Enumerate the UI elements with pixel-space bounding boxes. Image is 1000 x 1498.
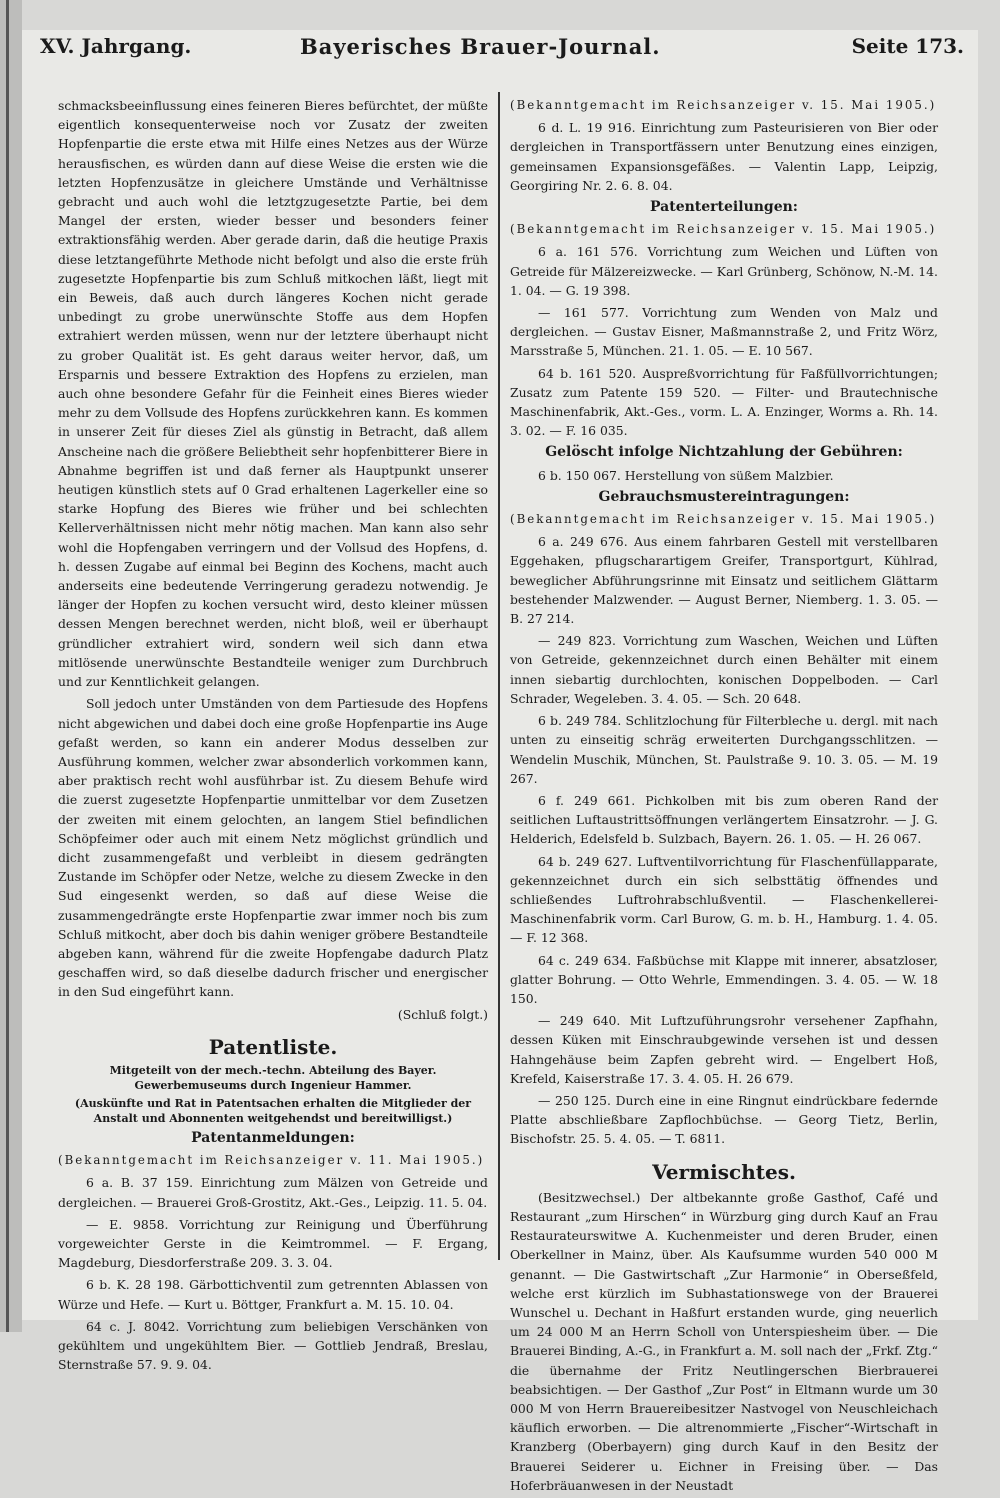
volume-label: XV. Jahrgang. bbox=[40, 34, 192, 58]
paragraph: Soll jedoch unter Umständen von dem Partiesude des Hopfens nicht abgewichen und dabei doch eine große Hopfenpartie ins Auge gefaßt werden, so kann ein anderer Modus desselben zur Ausführung kommen, welcher zwar absonderlich vorkommen kann, aber praktisch recht wohl ausführbar ist. Zu diesem Behufe wird die zuerst zugesetzte Hopfenpartie unmittelbar vor dem Zusetzen der zweiten mit einem gelochten, an langem Stiel befindlichen Schöpfeimer oder auch mit einem Netz möglichst gründlich und dicht zusammengefaßt und verbleibt in diesem gedrängten Zustande im Schöpfer oder Netze, welche zu diesem Zwecke in den Sud eingesenkt werden, so daß auf diese Weise die zusammengedrängte erste Hopfenpartie zwar immer noch bis zum Schluß mitkocht, aber doch bis dahin weniger gröbere Bestandteile abgeben kann, während für die zweite Hopfengabe dadurch Platz geschaffen wird, so daß dieselbe dadurch frischer und energischer in den Sud eingeführt kann. bbox=[58, 696, 488, 1000]
subsection-title: Patenterteilungen: bbox=[650, 199, 798, 216]
patent-entry: — 249 640. Mit Luftzuführungsrohr versehener Zapfhahn, dessen Küken mit Einschraubgewinde versehen ist und dessen Hahngehäuse beim Zapfen gebreht wird. — Engelbert Hoß, Krefeld, Kaiserstraße 17. 3. 4. 05. H. 26 679. bbox=[510, 1013, 938, 1086]
source-note: (Bekanntgemacht im Reichsanzeiger v. 15. Mai 1905.) bbox=[510, 512, 937, 527]
journal-title: Bayerisches Brauer-Journal. bbox=[300, 34, 661, 59]
subsection-title: Patentanmeldungen: bbox=[191, 1129, 355, 1146]
subsection-title: Gelöscht infolge Nichtzahlung der Gebühren: bbox=[545, 444, 903, 461]
patent-entry: 64 b. 161 520. Auspreßvorrichtung für Faßfüllvorrichtungen; Zusatz zum Patente 159 520. — Filter- und Brautechnische Maschinenfabrik, Akt.-Ges., vorm. L. A. Enzinger, Worms a. Rh. 14. 3. 02. — F. 16 035. bbox=[510, 365, 938, 439]
patent-entry: 6 a. B. 37 159. Einrichtung zum Mälzen von Getreide und dergleichen. — Brauerei Groß-Grostitz, Akt.-Ges., Leipzig. 11. 5. 04. bbox=[58, 1175, 488, 1210]
patent-entry: — 250 125. Durch eine in eine Ringnut eindrückbare federnde Platte abschließbare Zapflochbüchse. — Georg Tietz, Berlin, Bischofstr. 25. 5. 4. 05. — T. 6811. bbox=[510, 1092, 938, 1147]
page-header bbox=[40, 34, 964, 70]
patent-entry: 64 c. J. 8042. Vorrichtung zum beliebigen Verschänken von gekühltem und ungekühltem Bier. — Gottlieb Jendraß, Breslau, Sternstraße 57. 9. 9. 04. bbox=[58, 1318, 488, 1373]
patent-entry: 6 a. 161 576. Vorrichtung zum Weichen und Lüften von Getreide für Mälzereizwecke. — Karl Grünberg, Schönow, N.-M. 14. 1. 04. — G. 19 398. bbox=[510, 244, 938, 298]
section-note: (Auskünfte und Rat in Patentsachen erhalten die Mitglieder der Anstalt und Abonnenten weitgehendst und bereitwilligst.) bbox=[74, 1096, 472, 1125]
patent-entry: 64 c. 249 634. Faßbüchse mit Klappe mit innerer, absatzloser, glatter Bohrung. — Otto Wehrle, Emmendingen. 3. 4. 05. — W. 18 150. bbox=[510, 952, 938, 1006]
section-subtitle: Mitgeteilt von der mech.-techn. Abteilung des Bayer. Gewerbemuseums durch Ingenieur Hammer. bbox=[109, 1063, 437, 1092]
patent-entry: 6 b. 249 784. Schlitzlochung für Filterbleche u. dergl. mit nach unten zu einseitig schräg erweiterten Durchgangsschlitzen. — Wendelin Muschik, München, St. Paulstraße 9. 10. 3. 05. — M. 19 267. bbox=[510, 713, 938, 786]
column-rule bbox=[498, 92, 500, 1260]
section-title: Vermischtes. bbox=[652, 1159, 796, 1184]
subsection-title: Gebrauchsmustereintragungen: bbox=[598, 488, 850, 505]
patent-entry: 6 b. 150 067. Herstellung von süßem Malzbier. bbox=[538, 467, 834, 483]
patent-entry: — 249 823. Vorrichtung zum Waschen, Weichen und Lüften von Getreide, gekennzeichnet durch einen Behälter mit einem innen siebartig durchlochten, konischen Doppelboden. — Carl Schrader, Wegeleben. 3. 4. 05. — Sch. 20 648. bbox=[510, 633, 938, 706]
book-spine bbox=[0, 0, 22, 1332]
source-note: (Bekanntgemacht im Reichsanzeiger v. 11. Mai 1905.) bbox=[58, 1153, 485, 1168]
left-column bbox=[58, 96, 488, 1377]
source-note: (Bekanntgemacht im Reichsanzeiger v. 15. Mai 1905.) bbox=[510, 98, 937, 112]
paragraph: schmacksbeeinflussung eines feineren Bieres befürchtet, der müßte eigentlich konsequenterweise noch vor Zusatz der zweiten Hopfenpartie die erste etwa mit Hilfe eines Netzes aus der Würze herausfischen, es würden dann auf diese Weise die ersten wie die letzten Hopfenzusätze in gleichere Umstände und Verhältnisse gebracht und auch wohl die letztgzugesetzte Partie, bei dem Mangel der ersten, wieder besser und besonders feiner extraktionsfähig werden. Aber gerade darin, daß die heutige Praxis diese letztangeführte Methode nicht befolgt und also die erste früh zugesetzte Hopfenpartie bis zum Schluß mitkochen läßt, liegt mit ein Beweis, daß auch durch längeres Kochen nicht gerade unbedingt zu grobe unerwünschte Stoffe aus dem Hopfen extrahiert werden müssen, wenn nur der letztere überhaupt nicht zu grober Qualität ist. Es geht daraus weiter hervor, daß, um Ersparnis und bessere Extraktion des Hopfens zu erzielen, man auch ohne besondere Gefahr für die Feinheit eines Bieres wieder mehr zu dem Vollsude des Hopfens zurückkehren kann. Es kommen in unserer Zeit für dieses Ziel als günstig in Betracht, daß allem Anscheine nach die größere Beliebtheit sehr hopfenbitterer Biere in Abnahme begriffen ist und daß ferner als Hauptpunkt unserer heutigen künstlich stets auf 0 Grad erhaltenen Lagerkeller eine so starke Hopfung des Bieres wie früher und bei schlechten Kellerverhältnissen nicht mehr nötig machen. Man kann also sehr wohl die Hopfengaben verringern und der Vollsud des Hopfens, d. h. dessen Zugabe auf einmal bei Beginn des Kochens, macht auch anderseits eine bedeutende Verringerung geradezu notwendig. Je länger der Hopfen zu kochen versucht wird, desto kleiner müssen dessen Mengen berechnet werden, nicht bloß, weil er überhaupt gründlicher extrahiert wird, sondern weil sich dann etwa mitlösende unerwünschte Bestandteile weniger zum Durchbruch und zur Kenntlichkeit gelangen. bbox=[58, 98, 488, 690]
patent-entry: 64 b. 249 627. Luftventilvorrichtung für Flaschenfüllapparate, gekennzeichnet durch ein sich selbsttätig öffnendes und schließendes Luftrohrabschlußventil. — Flaschenkellerei-Maschinenfabrik vorm. Carl Burow, G. m. b. H., Hamburg. 1. 4. 05. — F. 12 368. bbox=[510, 853, 938, 946]
section-title: Patentliste. bbox=[208, 1034, 338, 1059]
patent-entry: 6 b. K. 28 198. Gärbottichventil zum getrennten Ablassen von Würze und Hefe. — Kurt u. Böttger, Frankfurt a. M. 15. 10. 04. bbox=[58, 1277, 488, 1312]
paragraph: (Besitzwechsel.) Der altbekannte große Gasthof, Café und Restaurant „zum Hirschen“ in Würzburg ging durch Kauf an Frau Restaurateurswitwe A. Kuchenmeister und deren Bruder, einen Oberkellner in Mainz, über. Als Kaufsumme wurden 540 000 M genannt. — Die Gastwirtschaft „Zur Harmonie“ in Oberseßfeld, welche erst kürzlich im Subhastationswege von der Brauerei Wunschel u. Dechant in Haßfurt erstanden wurde, ging neuerlich um 24 000 M an Herrn Scholl von Unterspiesheim über. — Die Brauerei Binding, A.-G., in Frankfurt a. M. soll nach der „Frkf. Ztg.“ die übernahme der Fritz Neutlingerschen Bierbrauerei beabsichtigen. — Der Gasthof „Zur Post“ in Eltmann wurde um 30 000 M von Herrn Brauereibesitzer Nastvogel von Neuschleichach käuflich erworben. — Die altrenommierte „Fischer“-Wirtschaft in Kranzberg (Oberbayern) ging durch Kauf in den Besitz der Brauerei Seiderer u. Eichner in Freising über. — Das Hoferbräuanwesen in der Neustadt bbox=[510, 1189, 938, 1493]
patent-entry: — 161 577. Vorrichtung zum Wenden von Malz und dergleichen. — Gustav Eisner, Maßmannstraße 2, und Fritz Wörz, Marsstraße 5, München. 21. 1. 05. — E. 10 567. bbox=[510, 305, 938, 359]
continuation-note: (Schluß folgt.) bbox=[397, 1006, 488, 1022]
patent-entry: 6 a. 249 676. Aus einem fahrbaren Gestell mit verstellbaren Eggehaken, pflugscharartigem Greifer, Transportgurt, Kühlrad, beweglicher Abführungsrinne mit Einsatz und seitlichem Glättarm bestehender Malzwender. — August Berner, Niemberg. 1. 3. 05. — B. 27 214. bbox=[510, 534, 938, 627]
page-number: Seite 173. bbox=[851, 34, 964, 58]
patent-entry: 6 f. 249 661. Pichkolben mit bis zum oberen Rand der seitlichen Luftaustrittsöffnungen verlängertem Einsatzrohr. — J. G. Helderich, Edelsfeld b. Sulzbach, Bayern. 26. 1. 05. — H. 26 067. bbox=[510, 792, 938, 847]
spine-edge bbox=[6, 0, 9, 1332]
patent-entry: 6 d. L. 19 916. Einrichtung zum Pasteurisieren von Bier oder dergleichen in Transportfässern unter Benutzung eines einzigen, gemeinsamen Expansionsgefäßes. — Valentin Lapp, Leipzig, Georgiring Nr. 2. 6. 8. 04. bbox=[510, 120, 938, 193]
right-column bbox=[510, 96, 938, 1498]
patent-entry: — E. 9858. Vorrichtung zur Reinigung und Überführung vorgeweichter Gerste in die Keimtrommel. — F. Ergang, Magdeburg, Diesdorferstraße 209. 3. 3. 04. bbox=[58, 1216, 488, 1271]
source-note: (Bekanntgemacht im Reichsanzeiger v. 15. Mai 1905.) bbox=[510, 222, 937, 237]
